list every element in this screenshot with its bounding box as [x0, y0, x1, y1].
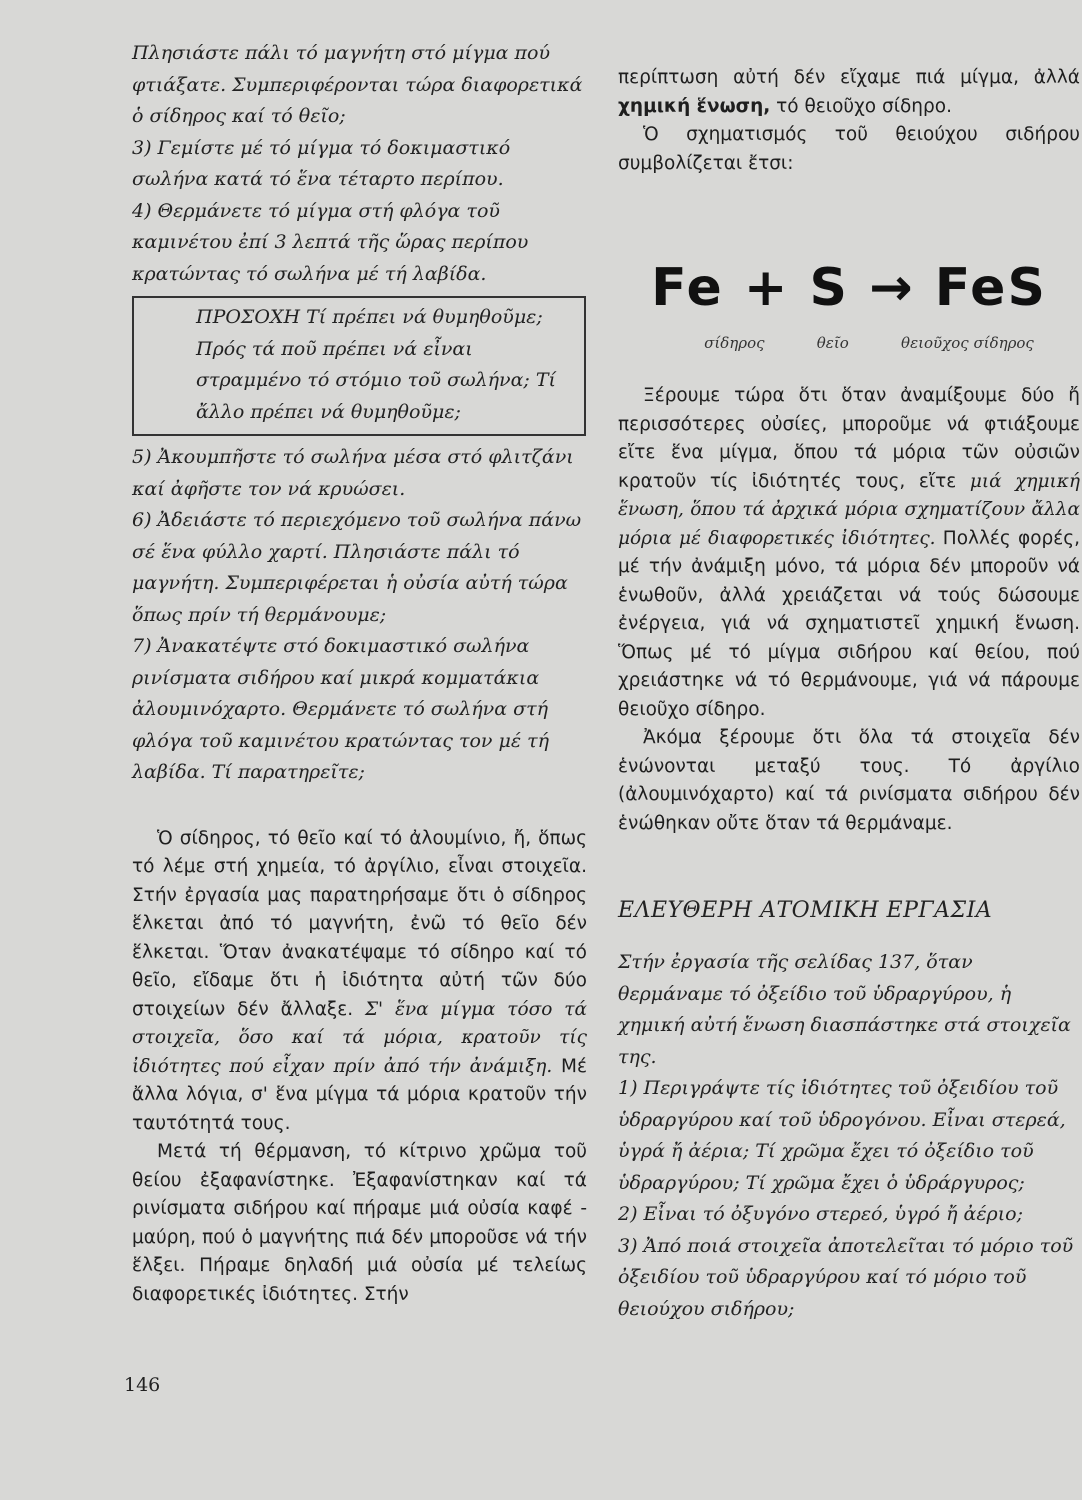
- formation-sentence: Ὁ σχηματισμός τοῦ θειούχου σιδήρου συμβολίζεται ἔτσι:: [618, 124, 1080, 174]
- chemical-equation: Fe + S → FeS: [651, 258, 1047, 318]
- paragraph-compound: [618, 64, 1080, 121]
- attention-text: ΠΡΟΣΟΧΗ Τί πρέπει νά θυμηθοῦμε; Πρός τά ποῦ πρέπει νά εἶναι στραμμένο τό στόμιο τοῦ σωλήνα; Τί ἄλλο πρέπει νά θυμηθοῦμε;: [196, 306, 556, 423]
- step-3: 3) Γεμίστε μέ τό μίγμα τό δοκιμαστικό σωλήνα κατά τό ἕνα τέταρτο περίπου.: [132, 136, 511, 190]
- step-7: 7) Ἀνακατέψτε στό δοκιμαστικό σωλήνα ρινίσματα σιδήρου καί μικρά κομματάκια ἀλουμινόχαρτο. Θερμάνετε τό σωλήνα στή φλόγα τοῦ καμινέτου κρατώντας τον μέ τή λαβίδα. Τί παρατηρεῖτε;: [132, 635, 549, 783]
- right-column: [618, 64, 1080, 1325]
- equation-labels: [618, 318, 1080, 352]
- attention-box: [132, 296, 586, 436]
- paragraph-elements: [132, 825, 587, 1139]
- paragraph-elements-end: Μέ ἄλλα λόγια, σ' ἕνα μίγμα τά μόρια κρατοῦν τήν ταυτότητά τους.: [132, 1055, 587, 1134]
- left-column: [132, 38, 587, 1309]
- paragraph-mixture-vs-compound: [618, 382, 1080, 724]
- step-4: 4) Θερμάνετε τό μίγμα στή φλόγα τοῦ καμινέτου ἐπί 3 λεπτά τῆς ὥρας περίπου κρατώντας τό σωλήνα μέ τή λαβίδα.: [132, 199, 529, 285]
- intro-instruction: Πλησιάστε πάλι τό μαγνήτη στό μίγμα πού φτιάξατε. Συμπεριφέρονται τώρα διαφορετικά ὁ σίδηρος καί τό θεῖο;: [132, 42, 583, 127]
- compound-text-b: τό θειοῦχο σίδηρο.: [776, 95, 952, 117]
- paragraph-elements-emphasis: Σ' ἕνα μίγμα τόσο τά στοιχεῖα, ὅσο καί τά μόρια, κρατοῦν τίς ἰδιότητες πού εἶχαν πρίν ἀπό τήν ἀνάμιξη.: [132, 998, 587, 1077]
- step-6: 6) Ἀδειάστε τό περιεχόμενο τοῦ σωλήνα πάνω σέ ἕνα φύλλο χαρτί. Πλησιάστε πάλι τό μαγνήτη. Συμπεριφέρεται ἡ οὐσία αὐτή τώρα ὅπως πρίν τή θερμάνουμε;: [132, 509, 582, 626]
- page-number: 146: [124, 1374, 161, 1396]
- compound-bold-term: χημική ἕνωση,: [618, 95, 771, 117]
- paragraph-aluminium: Ἀκόμα ξέρουμε ὅτι ὅλα τά στοιχεῖα δέν ἑνώνονται μεταξύ τους. Τό ἀργίλιο (ἀλουμινόχαρτο) καί τά ρινίσματα σιδήρου δέν ἑνώθηκαν οὔτε ὅταν τά θερμάναμε.: [618, 727, 1080, 834]
- paragraph-heating: Μετά τή θέρμανση, τό κίτρινο χρῶμα τοῦ θείου ἐξαφανίστηκε. Ἐξαφανίστηκαν καί τά ρινίσματα σιδήρου καί πήραμε μιά οὐσία καφέ - μαύρη, πού ὁ μαγνήτης πιά δέν μποροῦσε νά τήν ἕλξει. Πήραμε δηλαδή μιά οὐσία μέ τελείως διαφορετικές ἰδιότητες. Στήν: [132, 1141, 587, 1305]
- section-heading: ΕΛΕΥΘΕΡΗ ΑΤΟΜΙΚΗ ΕΡΓΑΣΙΑ: [618, 898, 993, 923]
- task-intro: Στήν ἐργασία τῆς σελίδας 137, ὅταν θερμάναμε τό ὀξείδιο τοῦ ὑδραργύρου, ἡ χημική αὐτή ἕνωση διασπάστηκε στά στοιχεῖα της.: [618, 951, 1071, 1068]
- label-iron-sulfide: θειοῦχος σίδηρος: [901, 334, 1034, 352]
- question-2: 2) Εἶναι τό ὀξυγόνο στερεό, ὑγρό ἤ ἀέριο;: [618, 1203, 1024, 1225]
- question-1: 1) Περιγράψτε τίς ἰδιότητες τοῦ ὀξειδίου τοῦ ὑδραργύρου καί τοῦ ὑδρογόνου. Εἶναι στερεά, ὑγρά ἤ ἀέρια; Τί χρῶμα ἔχει τό ὀξείδιο τοῦ ὑδραργύρου; Τί χρῶμα ἔχει ὁ ὑδράργυρος;: [618, 1077, 1066, 1194]
- compound-text-a: περίπτωση αὐτή δέν εἴχαμε πιά μίγμα, ἀλλά: [618, 67, 1080, 88]
- question-3: 3) Ἀπό ποιά στοιχεῖα ἀποτελεῖται τό μόριο τοῦ ὀξειδίου τοῦ ὑδραργύρου καί τό μόριο τοῦ θειούχου σιδήρου;: [618, 1234, 1074, 1320]
- label-sulfur: θεῖο: [816, 334, 849, 352]
- mixture-text-b: Πολλές φορές, μέ τήν ἀνάμιξη μόνο, τά μόρια δέν μποροῦν νά ἑνωθοῦν, ἀλλά χρειάζεται νά τούς δώσουμε ἐνέργεια, γιά νά σχηματιστεῖ χημική ἕνωση. Ὅπως μέ τό μίγμα σιδήρου καί θείου, πού χρειάστηκε νά τό θερμάνουμε, γιά νά πάρουμε θειοῦχο σίδηρο.: [618, 527, 1080, 720]
- paragraph-elements-text: Ὁ σίδηρος, τό θεῖο καί τό ἀλουμίνιο, ἤ, ὅπως τό λέμε στή χημεία, τό ἀργίλιο, εἶναι στοιχεῖα. Στήν ἐργασία μας παρατηρήσαμε ὅτι ὁ σίδηρος ἕλκεται ἀπό τό μαγνήτη, ἐνῶ τό θεῖο δέν ἕλκεται. Ὅταν ἀνακατέψαμε τό σίδηρο καί τό θεῖο, εἴδαμε ὅτι ἡ ἰδιότητα αὐτή τῶν δύο στοιχείων δέν ἄλλαξε.: [132, 827, 587, 1020]
- mixture-emphasis: μιά χημική ἕνωση, ὅπου τά ἀρχικά μόρια σχηματίζουν ἄλλα μόρια μέ διαφορετικές ἰδιότητες.: [618, 470, 1080, 549]
- label-iron: σίδηρος: [704, 334, 765, 352]
- step-5: 5) Ἀκουμπῆστε τό σωλήνα μέσα στό φλιτζάνι καί ἀφῆστε τον νά κρυώσει.: [132, 446, 574, 500]
- mixture-text-a: Ξέρουμε τώρα ὅτι ὅταν ἀναμίξουμε δύο ἤ περισσότερες οὐσίες, μποροῦμε νά φτιάξουμε εἴτε ἕνα μίγμα, ὅπου τά μόρια τῶν οὐσιῶν κρατοῦν τίς ἰδιότητές τους, εἴτε: [618, 385, 1080, 492]
